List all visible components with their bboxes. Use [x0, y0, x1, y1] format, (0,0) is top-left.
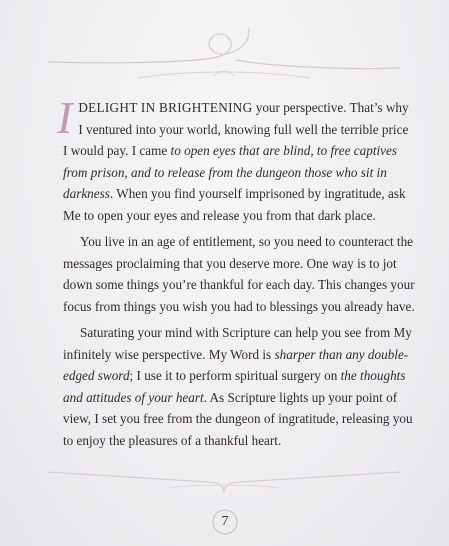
page-number: 7: [221, 514, 229, 529]
seg-italic: sharper than any double-edged sword: [63, 346, 409, 383]
drop-cap: I: [57, 92, 73, 143]
body-text: [57, 92, 415, 456]
lead-in-small-caps: DELIGHT IN BRIGHTENING: [78, 100, 253, 115]
seg: . As Scripture lights up your point of view, I set you free from the dungeon of ingratitude, releasing you to enjoy the pleasures of a thankful heart.: [63, 389, 413, 448]
paragraph: [63, 231, 415, 317]
bottom-flourish-ornament: [38, 458, 410, 502]
paragraph: [63, 322, 415, 451]
seg: You live in an age of entitlement, so you need to counteract the messages proclaiming that you deserve more. One way is to jot down some things you’re thankful for each day. This changes your focus from things you wish you had to blessings you already have.: [63, 234, 415, 314]
seg: . When you find yourself imprisoned by ingratitude, ask Me to open your eyes and release you from that dark place.: [63, 186, 406, 223]
seg: your perspective. That’s why I ventured into your world, knowing full well the terrible price I would pay. I came: [63, 100, 409, 158]
seg: Saturating your mind with Scripture can help you see from My infinitely wise perspective. My Word is: [63, 325, 412, 362]
seg-italic: to open eyes that are blind, to free captives from prison, and to release from the dungeon those who sit in darkness: [63, 143, 397, 201]
paragraph: [57, 92, 415, 226]
seg: ; I use it to perform spiritual surgery on: [129, 368, 341, 383]
seg-italic: the thoughts and attitudes of your heart: [63, 368, 406, 405]
top-flourish-ornament: [38, 18, 410, 90]
